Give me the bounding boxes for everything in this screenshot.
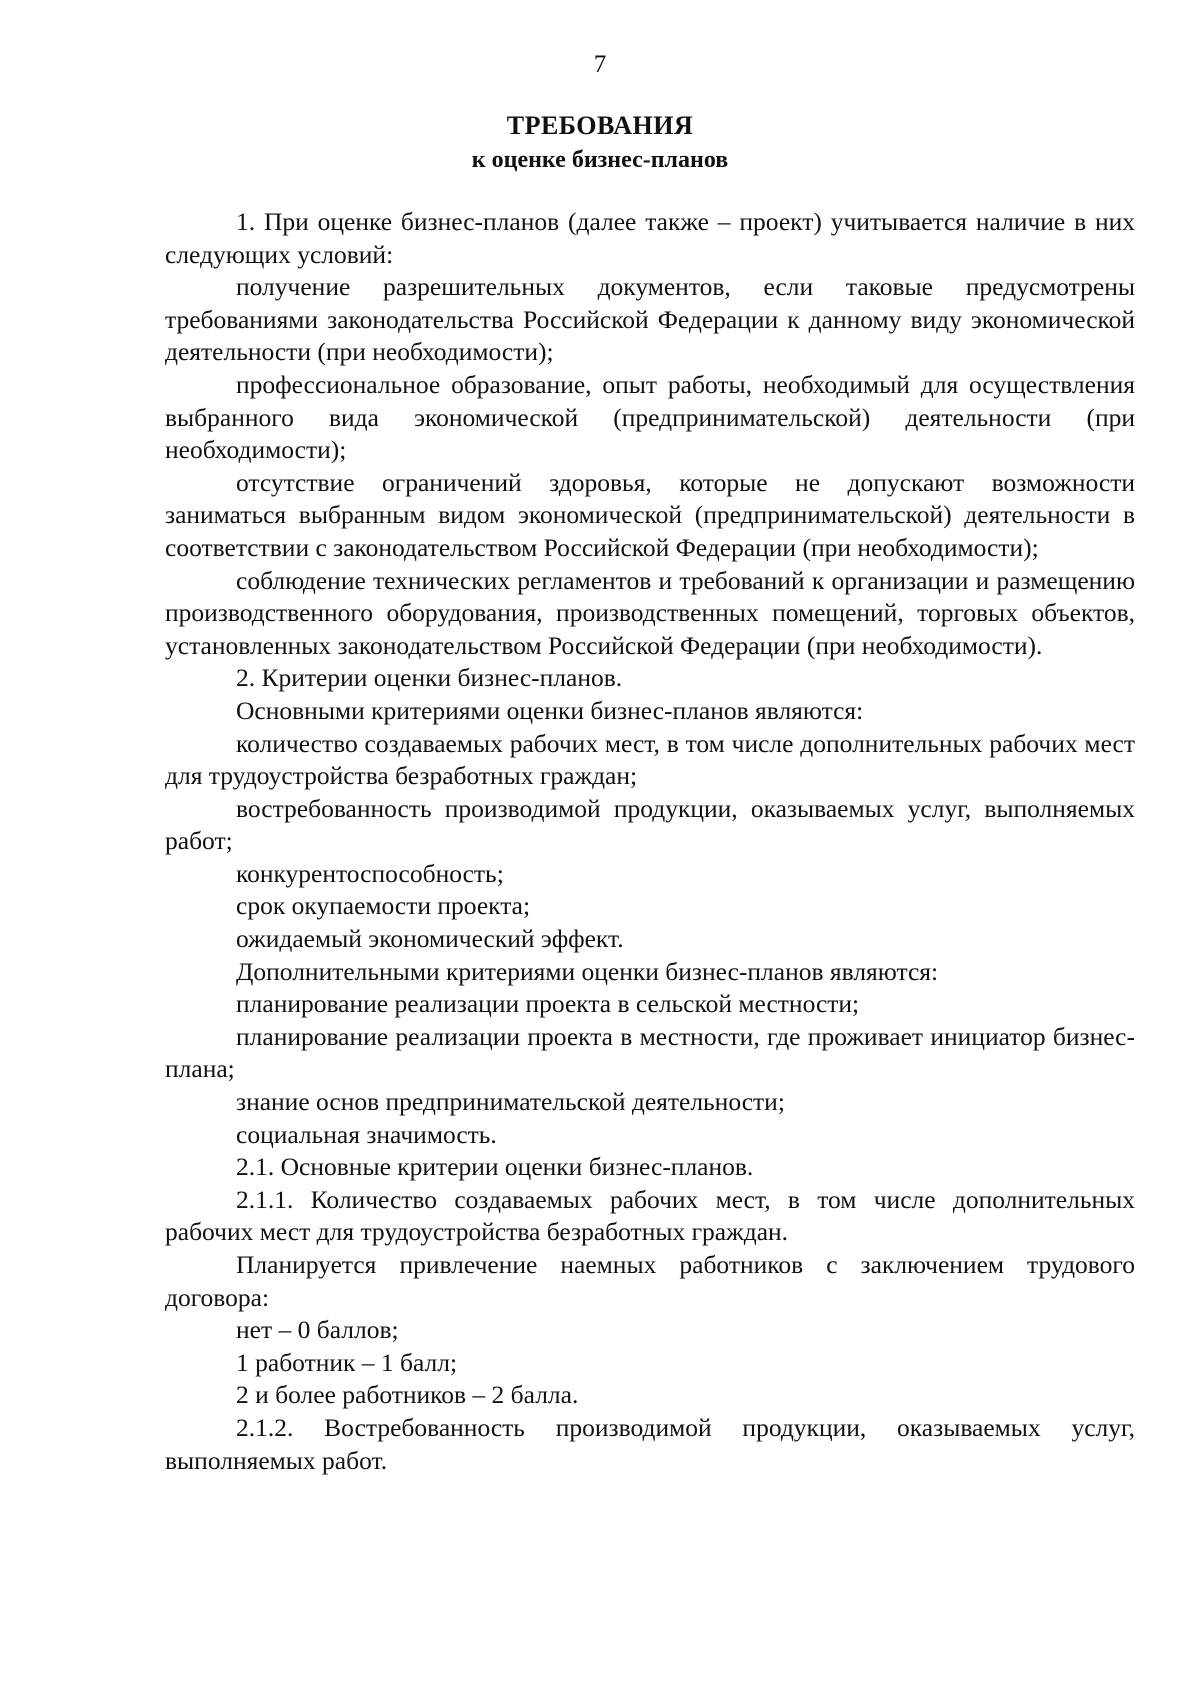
paragraph: Основными критериями оценки бизнес-планов являются: [236, 695, 864, 725]
page-number: 7 [593, 51, 607, 78]
paragraph: 2 и более работников – 2 балла. [236, 1380, 579, 1410]
document-subtitle: к оценке бизнес-планов [471, 147, 729, 173]
document-body [165, 206, 1135, 1477]
paragraph: 2. Критерии оценки бизнес-планов. [236, 663, 623, 693]
paragraph: 1. При оценке бизнес-планов (далее также – проект) учитывается наличие в них следующих условий: [165, 207, 1135, 269]
paragraph: 2.1.1. Количество создаваемых рабочих мест, в том числе дополнительных рабочих мест для трудоустройства безработных граждан. [165, 1184, 1135, 1247]
paragraph: количество создаваемых рабочих мест, в том числе дополнительных рабочих мест для трудоустройства безработных граждан; [165, 728, 1135, 791]
paragraph: 2.1. Основные критерии оценки бизнес-планов. [236, 1152, 754, 1182]
paragraph: планирование реализации проекта в сельской местности; [236, 989, 860, 1019]
paragraph: востребованность производимой продукции, оказываемых услуг, выполняемых работ; [165, 793, 1135, 856]
paragraph: Дополнительными критериями оценки бизнес-планов являются: [236, 956, 939, 986]
paragraph: отсутствие ограничений здоровья, которые не допускают возможности заниматься выбранным видом экономической (предпринимательской) деятельности в соответствии с законодательством Российской Федерации (при необходимости); [165, 467, 1135, 562]
paragraph: срок окупаемости проекта; [236, 891, 531, 921]
document-title: ТРЕБОВАНИЯ [506, 111, 694, 140]
paragraph: нет – 0 баллов; [236, 1315, 399, 1345]
paragraph: конкурентоспособность; [236, 858, 504, 888]
paragraph: Планируется привлечение наемных работников с заключением трудового договора: [165, 1250, 1135, 1312]
paragraph: знание основ предпринимательской деятельности; [236, 1087, 785, 1117]
paragraph: соблюдение технических регламентов и требований к организации и размещению производственного оборудования, производственных помещений, торговых объектов, установленных законодательством Российской Федерации (при необходимости). [165, 565, 1135, 660]
paragraph: социальная значимость. [236, 1119, 497, 1149]
paragraph: получение разрешительных документов, если таковые предусмотрены требованиями законодательства Российской Федерации к данному виду экономической деятельности (при необходимости); [165, 272, 1135, 367]
paragraph: профессиональное образование, опыт работы, необходимый для осуществления выбранного вида экономической (предпринимательской) деятельности (при необходимости); [165, 369, 1135, 465]
paragraph: планирование реализации проекта в местности, где проживает инициатор бизнес-плана; [165, 1021, 1135, 1084]
paragraph: 2.1.2. Востребованность производимой продукции, оказываемых услуг, выполняемых работ. [165, 1412, 1135, 1475]
paragraph: 1 работник – 1 балл; [236, 1347, 458, 1377]
paragraph: ожидаемый экономический эффект. [236, 924, 624, 954]
